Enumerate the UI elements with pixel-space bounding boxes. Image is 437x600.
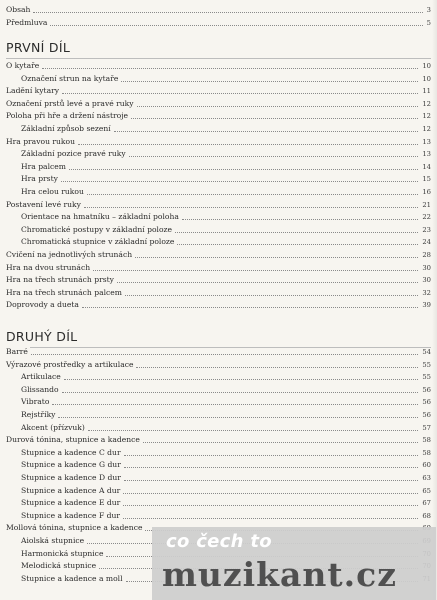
toc-entry-page: 12: [422, 125, 431, 133]
dot-leader: [124, 466, 419, 468]
toc-entry-title: Rejstříky: [21, 410, 56, 419]
section-heading-part-two: [6, 329, 431, 344]
toc-entry: [21, 457, 431, 470]
toc-entry-page: 5: [426, 19, 431, 27]
toc-entry: [21, 382, 431, 395]
dot-leader: [88, 429, 419, 431]
dot-leader: [143, 441, 419, 443]
toc-entry: [6, 58, 431, 71]
toc-entry-page: 10: [422, 74, 431, 83]
toc-entry: [21, 222, 431, 235]
toc-entry: [21, 121, 431, 134]
dot-leader: [182, 218, 418, 220]
toc-entry-title: Stupnice a kadence F dur: [21, 510, 121, 520]
toc-entry: [6, 96, 431, 109]
toc-entry-title: Označení prstů levé a pravé ruky: [6, 98, 134, 108]
toc-entry-page: 21: [422, 200, 431, 209]
toc-entry-title: Výrazové prostředky a artikulace: [6, 359, 134, 369]
dot-leader: [124, 479, 418, 481]
dot-leader: [69, 168, 418, 170]
toc-entry-page: 58: [422, 448, 431, 457]
toc-entry-page: 14: [422, 162, 431, 171]
toc-entry-page: 56: [422, 398, 431, 407]
toc-entry: [21, 445, 431, 458]
toc-entry-page: 16: [422, 188, 431, 196]
toc-entry-page: 30: [422, 276, 431, 285]
toc-entry: [6, 432, 431, 445]
toc-entry-title: Doprovody a dueta: [6, 300, 79, 310]
toc-entry-page: 13: [422, 137, 431, 146]
toc-entry-title: Aiolská stupnice: [21, 536, 85, 545]
toc-entry: [6, 108, 431, 121]
dot-leader: [62, 92, 418, 94]
dot-leader: [84, 206, 418, 208]
toc-entry-page: 30: [422, 263, 431, 272]
toc-entry-page: 63: [422, 474, 431, 482]
toc-entry-title: Orientace na hmatníku – základní poloha: [21, 212, 179, 222]
toc-entry-page: 32: [422, 288, 431, 297]
dot-leader: [177, 243, 418, 245]
toc-entry: [6, 272, 431, 285]
toc-entry-preface: [6, 15, 431, 28]
dot-leader: [117, 281, 418, 283]
toc-entry: [21, 171, 431, 184]
toc-entry-page: 55: [422, 360, 431, 369]
toc-entry-page: 58: [422, 436, 431, 445]
toc-entry-title: Hra pravou rukou: [6, 136, 75, 146]
toc-entry-title: Stupnice a kadence A dur: [21, 485, 121, 495]
toc-entry-page: 22: [422, 213, 431, 222]
toc-entry-title: Ladění kytary: [6, 86, 60, 96]
toc-entry: [21, 495, 431, 508]
toc-entry-title: Postavení levé ruky: [6, 199, 81, 209]
toc-entry-title: Mollová tónina, stupnice a kadence: [6, 523, 143, 533]
toc-entry-title: Poloha při hře a držení nástroje: [6, 111, 129, 121]
watermark-line-2: muzikant.cz: [162, 555, 397, 594]
toc-entry: [6, 344, 431, 357]
toc-entry-title: Chromatické postupy v základní poloze: [21, 224, 173, 234]
toc-entry: [6, 83, 431, 96]
toc-entry: [21, 369, 431, 382]
toc-entry-title: Základní pozice pravé ruky: [21, 149, 126, 159]
toc-entry-title: Stupnice a kadence E dur: [21, 498, 121, 508]
dot-leader: [82, 306, 418, 308]
dot-leader: [93, 269, 418, 271]
toc-entry-title: Hra palcem: [21, 161, 66, 171]
toc-entry-title: Cvičení na jednotlivých strunách: [6, 250, 133, 259]
toc-entry-page: 10: [422, 62, 431, 70]
toc-entry-page: 24: [422, 238, 431, 247]
dot-leader: [64, 378, 419, 380]
toc-entry: [6, 297, 431, 310]
dot-leader: [61, 180, 418, 182]
toc-entry-page: 23: [422, 225, 431, 234]
dot-leader: [114, 130, 419, 132]
toc-entry: [21, 483, 431, 496]
toc-entry: [6, 285, 431, 298]
toc-entry-page: 68: [422, 511, 431, 520]
toc-entry-page: 54: [422, 348, 431, 356]
dot-leader: [137, 105, 419, 107]
dot-leader: [33, 11, 422, 13]
toc-entry: [6, 260, 431, 273]
dot-leader: [52, 403, 418, 405]
dot-leader: [123, 492, 418, 494]
toc-entry-page: 39: [422, 301, 431, 310]
toc-entry-title: Hra na dvou strunách: [6, 262, 91, 272]
toc-entry: [6, 134, 431, 147]
section-heading-text: DRUHÝ DÍL: [6, 329, 78, 344]
dot-leader: [125, 294, 418, 296]
toc-entry: [21, 394, 431, 407]
dot-leader: [123, 504, 418, 506]
toc-entry-page: 15: [422, 175, 431, 184]
dot-leader: [87, 193, 419, 195]
toc-entry: [21, 470, 431, 483]
toc-entry-title: Stupnice a kadence G dur: [21, 460, 121, 470]
toc-entry-page: 12: [422, 99, 431, 108]
toc-entry: [21, 184, 431, 197]
toc-entry: [6, 247, 431, 260]
toc-entry-title: O kytaře: [6, 61, 40, 70]
toc-entry-title: Předmluva: [6, 18, 48, 27]
toc-entry: [21, 209, 431, 222]
dot-leader: [124, 454, 419, 456]
toc-entry-title: Artikulace: [21, 372, 61, 382]
toc-entry-page: 56: [422, 411, 431, 419]
dot-leader: [58, 416, 418, 418]
toc-entry: [21, 71, 431, 84]
toc-entry-title: Durová tónina, stupnice a kadence: [6, 435, 140, 445]
toc-entry: [6, 197, 431, 210]
dot-leader: [135, 256, 418, 258]
dot-leader: [175, 231, 418, 233]
dot-leader: [131, 117, 418, 119]
toc-entry-title: Vibrato: [21, 397, 50, 407]
toc-entry-title: Glissando: [21, 384, 59, 394]
toc-entry-title: Označení strun na kytaře: [21, 73, 119, 83]
toc-entry-page: 60: [422, 461, 431, 470]
section-heading-part-one: [6, 40, 431, 55]
toc-entry-title: Stupnice a kadence C dur: [21, 447, 121, 457]
section-heading-text: PRVNÍ DÍL: [6, 40, 71, 55]
dot-leader: [50, 24, 422, 26]
toc-entry: [21, 146, 431, 159]
dot-leader: [136, 366, 418, 368]
toc-entry: [21, 234, 431, 247]
toc-entry: [21, 407, 431, 420]
toc-entry-page: 11: [422, 87, 431, 96]
toc-entry-contents: [6, 2, 431, 15]
dot-leader: [42, 67, 418, 69]
dot-leader: [121, 80, 418, 82]
watermark-line-1: co čech to: [166, 531, 272, 552]
toc-entry-page: 55: [422, 373, 431, 382]
toc-entry-title: Obsah: [6, 5, 31, 14]
dot-leader: [31, 353, 418, 355]
toc-entry-title: Stupnice a kadence D dur: [21, 473, 121, 482]
dot-leader: [123, 517, 418, 519]
toc-entry: [6, 357, 431, 370]
toc-entry-title: Základní způsob sezení: [21, 124, 111, 133]
page-edge-shadow: [432, 0, 437, 600]
toc-entry-page: 67: [422, 499, 431, 508]
toc-entry: [21, 508, 431, 521]
toc-entry-title: Melodická stupnice: [21, 561, 97, 571]
toc-entry: [21, 159, 431, 172]
toc-entry: [21, 420, 431, 433]
dot-leader: [129, 155, 419, 157]
toc-entry-page: 13: [422, 150, 431, 159]
toc-entry-page: 12: [422, 112, 431, 121]
toc-entry-title: Stupnice a kadence a moll: [21, 573, 123, 583]
dot-leader: [78, 143, 418, 145]
watermark-banner: [152, 527, 436, 600]
toc-entry-title: Akcent (přízvuk): [21, 422, 85, 432]
toc-entry-title: Hra na třech strunách palcem: [6, 287, 122, 297]
toc-entry-title: Hra prsty: [21, 174, 58, 184]
toc-entry-title: Harmonická stupnice: [21, 548, 104, 558]
toc-entry-title: Hra na třech strunách prsty: [6, 275, 114, 285]
toc-entry-title: Chromatická stupnice v základní poloze: [21, 237, 175, 247]
toc-entry-page: 65: [422, 486, 431, 495]
dot-leader: [62, 391, 419, 393]
toc-entry-page: 56: [422, 385, 431, 394]
toc-entry-title: Hra celou rukou: [21, 187, 84, 196]
toc-entry-page: 3: [426, 6, 431, 14]
toc-entry-title: Barré: [6, 347, 28, 356]
toc-entry-page: 57: [422, 423, 431, 432]
toc-entry-page: 28: [422, 251, 431, 259]
